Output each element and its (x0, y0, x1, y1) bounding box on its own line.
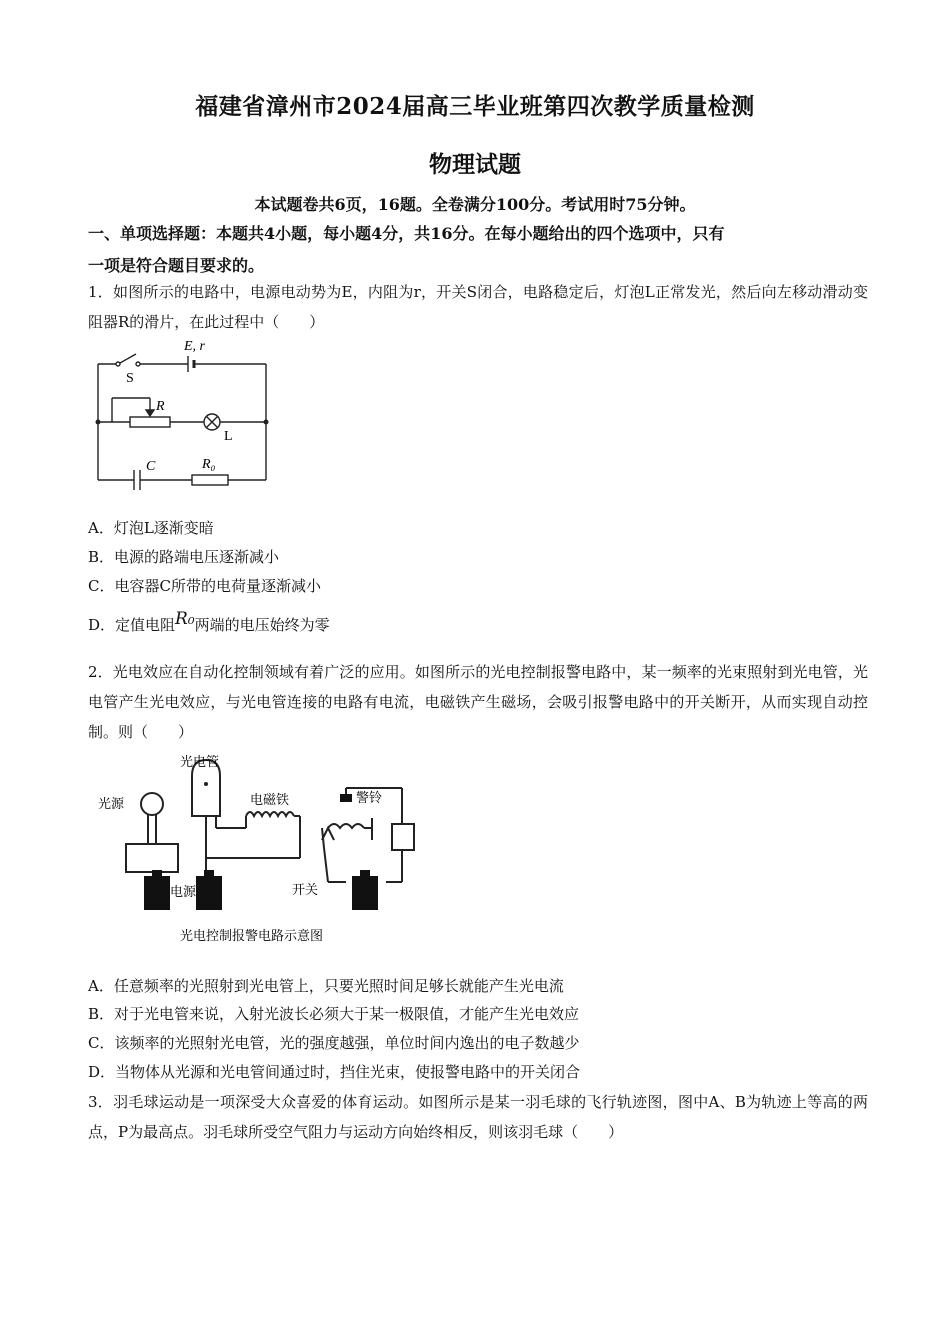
section-heading-line1: 一、单项选择题：本题共4小题，每小题4分，共16分。在每小题给出的四个选项中，只有 (88, 224, 725, 243)
exam-title: 福建省漳州市2024届高三毕业班第四次教学质量检测 (195, 93, 755, 120)
label-r: R (156, 399, 165, 414)
q1-option-c: C．电容器C所带的电荷量逐渐减小 (88, 577, 321, 595)
q2-option-c: C．该频率的光照射光电管，光的强度越强，单位时间内逸出的电子数越少 (88, 1034, 580, 1052)
label-phototube: 光电管 (180, 754, 220, 769)
label-r0: R₀ (202, 457, 216, 472)
q1-stem: 1．如图所示的电路中，电源电动势为E，内阻为r，开关S闭合，电路稳定后，灯泡L正常发光，然后向左移动滑动变阻器R的滑片，在此过程中（ ） (88, 283, 868, 331)
q2-stem: 2．光电效应在自动化控制领域有着广泛的应用。如图所示的光电控制报警电路中，某一频率的光束照射到光电管，光电管产生光电效应，与光电管连接的电路有电流，电磁铁产生磁场，会吸引报警电路中的开关断开，从而实现自动控制。则（ ） (88, 663, 868, 741)
q2-option-a: A．任意频率的光照射到光电管上，只要光照时间足够长就能产生光电流 (88, 977, 564, 995)
q3-stem: 3．羽毛球运动是一项深受大众喜爱的体育运动。如图所示是某一羽毛球的飞行轨迹图，图中A、B为轨迹上等高的两点，P为最高点。羽毛球所受空气阻力与运动方向始终相反，则该羽毛球（ ） (88, 1093, 868, 1141)
label-switch: 开关 (292, 882, 319, 897)
label-power: 电源 (170, 884, 197, 899)
label-electromagnet: 电磁铁 (250, 792, 290, 807)
figure-caption: 光电控制报警电路示意图 (180, 928, 324, 943)
q1-circuit-diagram (88, 336, 278, 496)
exam-info: 本试题卷共6页，16题。全卷满分100分。考试用时75分钟。 (254, 195, 696, 214)
q1-option-d-suffix: 两端的电压始终为零 (194, 616, 330, 634)
q1-option-d-prefix: D．定值电阻 (88, 616, 176, 634)
label-s: S (126, 371, 134, 386)
q1-option-b: B．电源的路端电压逐渐减小 (88, 548, 280, 566)
label-bell: 警铃 (356, 790, 383, 805)
q1-option-d (88, 609, 330, 636)
label-c: C (146, 459, 156, 474)
q1-option-d-var: R₀ (175, 609, 195, 629)
label-l: L (224, 429, 233, 444)
label-light-source: 光源 (98, 796, 125, 811)
subject-title: 物理试题 (429, 151, 521, 178)
q1-option-a: A．灯泡L逐渐变暗 (88, 519, 214, 537)
label-er: E, r (184, 339, 205, 354)
q2-option-b: B．对于光电管来说，入射光波长必须大于某一极限值，才能产生光电效应 (88, 1005, 580, 1023)
q2-alarm-circuit-diagram (96, 748, 426, 948)
q2-option-d: D．当物体从光源和光电管间通过时，挡住光束，使报警电路中的开关闭合 (88, 1063, 581, 1081)
section-heading-line2: 一项是符合题目要求的。 (88, 256, 265, 275)
